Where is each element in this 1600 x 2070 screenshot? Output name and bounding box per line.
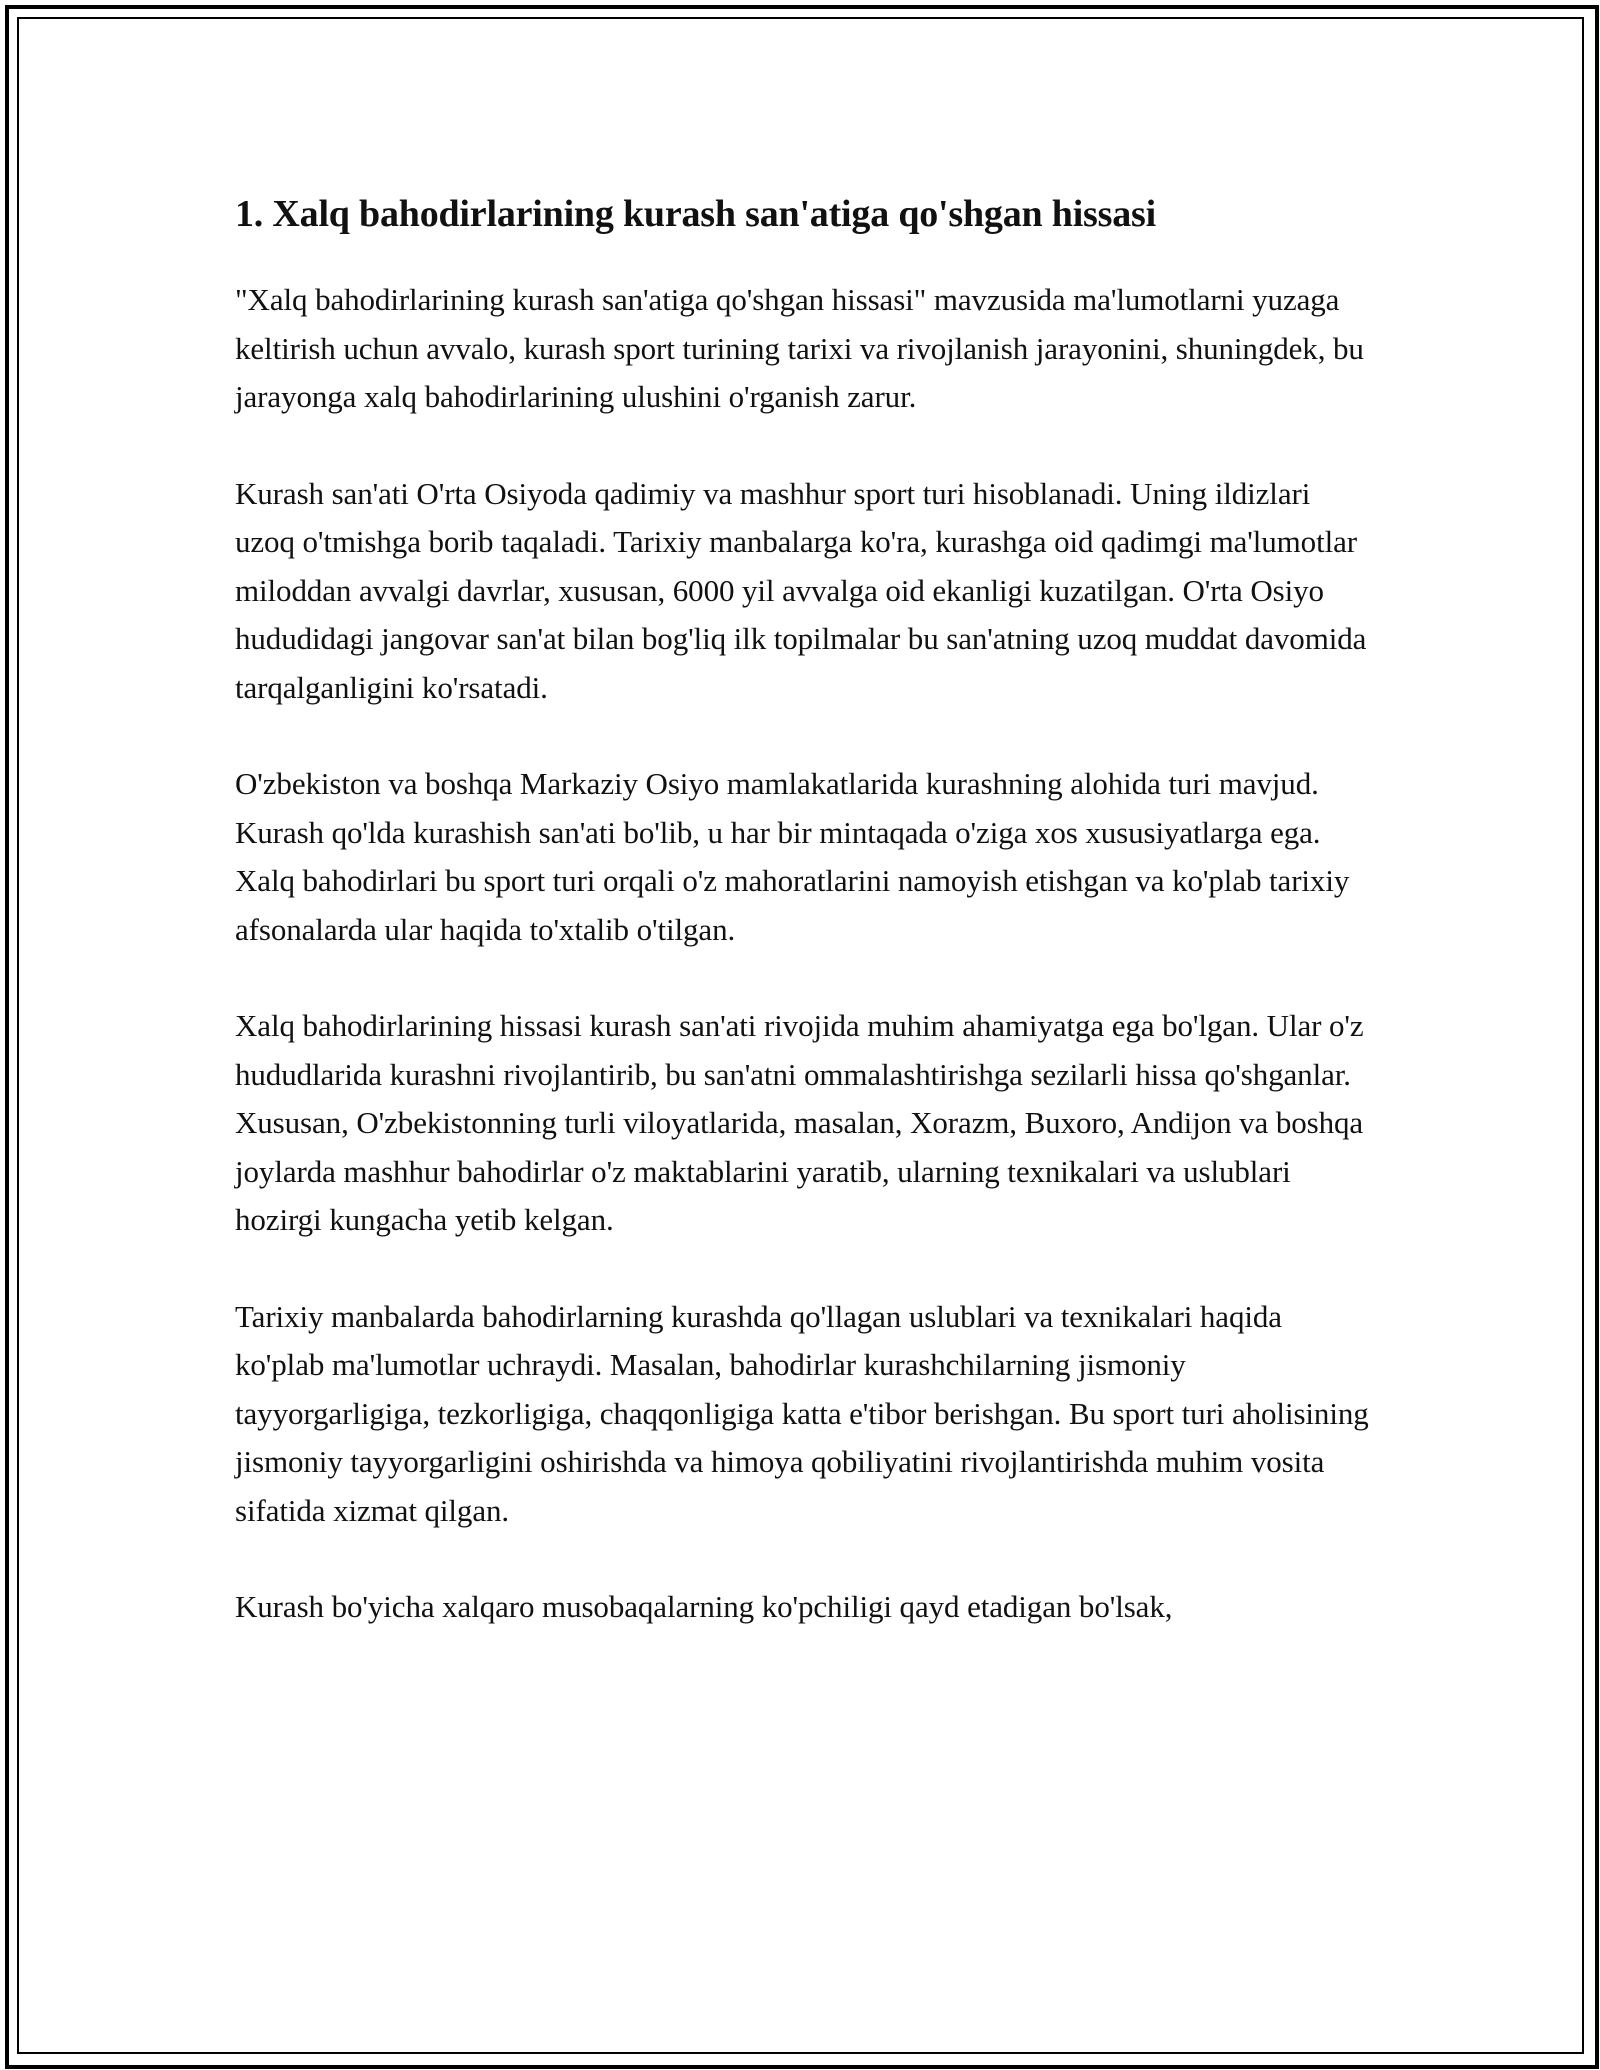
document-body: [235, 186, 1375, 1680]
paragraph-6: Kurash bo'yicha xalqaro musobaqalarning ko'pchiligi qayd etadigan bo'lsak,: [235, 1589, 1173, 1624]
paragraph-4: Xalq bahodirlarining hissasi kurash san'ati rivojida muhim ahamiyatga ega bo'lgan. Ular o'z hududlarida kurashni rivojlantirib, bu san'atni ommalashtirishga sezilarli hissa qo'shganlar. Xususan, O'zbekistonning turli viloyatlarida, masalan, Xorazm, Buxoro, Andijon va boshqa joylarda mashhur bahodirlar o'z maktablarini yaratib, ularning texnikalari va uslublari hozirgi kungacha yetib kelgan.: [235, 1008, 1364, 1237]
paragraph-2: Kurash san'ati O'rta Osiyoda qadimiy va mashhur sport turi hisoblanadi. Uning ildizlari uzoq o'tmishga borib taqaladi. Tarixiy manbalarga ko'ra, kurashga oid qadimgi ma'lumotlar miloddan avvalgi davrlar, xususan, 6000 yil avvalga oid ekanligi kuzatilgan. O'rta Osiyo hududidagi jangovar san'at bilan bog'liq ilk topilmalar bu san'atning uzoq muddat davomida tarqalganligini ko'rsatadi.: [235, 475, 1367, 705]
paragraph-1: "Xalq bahodirlarining kurash san'atiga qo'shgan hissasi" mavzusida ma'lumotlarni yuzaga keltirish uchun avvalo, kurash sport turining tarixi va rivojlanish jarayonini, shuningdek, bu jarayonga xalq bahodirlarining ulushini o'rganish zarur.: [235, 282, 1364, 414]
paragraph-3: O'zbekiston va boshqa Markaziy Osiyo mamlakatlarida kurashning alohida turi mavjud. Kurash qo'lda kurashish san'ati bo'lib, u har bir mintaqada o'ziga xos xususiyatlarga ega. Xalq bahodirlari bu sport turi orqali o'z mahoratlarini namoyish etishgan va ko'plab tarixiy afsonalarda ular haqida to'xtalib o'tilgan.: [235, 766, 1350, 947]
section-title: 1. Xalq bahodirlarining kurash san'atiga qo'shgan hissasi: [235, 193, 1156, 235]
paragraph-5: Tarixiy manbalarda bahodirlarning kurashda qo'llagan uslublari va texnikalari haqida ko'plab ma'lumotlar uchraydi. Masalan, bahodirlar kurashchilarning jismoniy tayyorgarligiga, tezkorligiga, chaqqonligiga katta e'tibor berishgan. Bu sport turi aholisining jismoniy tayyorgarligini oshirishda va himoya qobiliyatini rivojlantirishda muhim vosita sifatida xizmat qilgan.: [235, 1298, 1369, 1528]
